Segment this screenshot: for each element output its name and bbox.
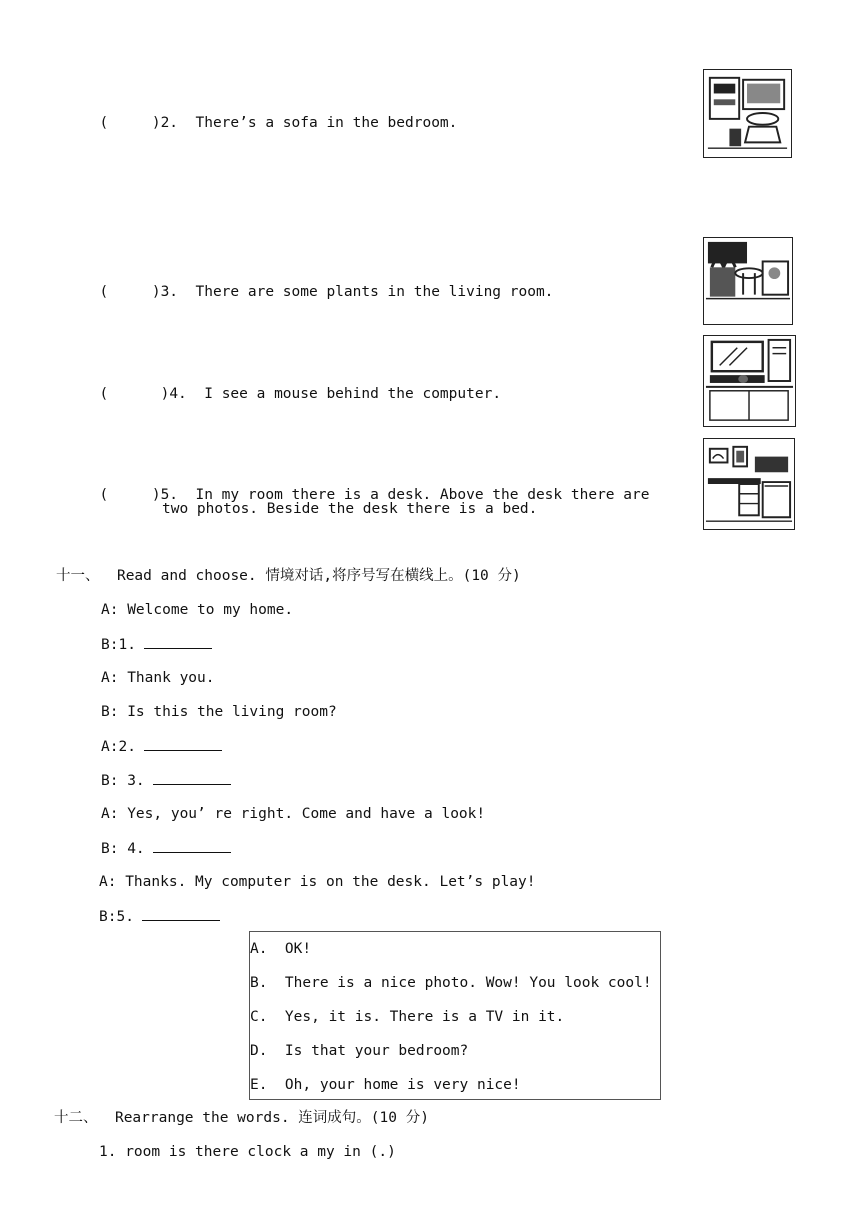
question-3 (82, 262, 553, 302)
dialogue-line-9: A: Thanks. My computer is on the desk. Let’s play! (99, 874, 536, 890)
question-text: 4. I see a mouse behind the computer. (169, 386, 502, 402)
living-room-picture (703, 237, 793, 325)
options-box (249, 931, 661, 1100)
dialogue-line-1: A: Welcome to my home. (101, 602, 294, 618)
desk-room-picture (703, 438, 795, 530)
section-11-heading: 十一、 Read and choose. 情境对话,将序号写在横线上。(10 分) (56, 568, 521, 584)
question-5-continuation: two photos. Beside the desk there is a bed. (162, 501, 538, 517)
computer-icon (704, 336, 795, 426)
question-2 (82, 93, 457, 133)
dialogue-line-2: B:1. (101, 634, 212, 655)
dialogue-line-8: B: 4. (101, 838, 231, 859)
option-b: B. There is a nice photo. Wow! You look cool! (250, 975, 652, 991)
bedroom-icon (704, 70, 791, 157)
answer-blank-4[interactable] (153, 838, 231, 853)
dialogue-line-6: B: 3. (101, 770, 231, 791)
question-text: 3. There are some plants in the living room. (160, 284, 554, 300)
answer-bracket[interactable]: ( ) (99, 284, 161, 300)
answer-blank-1[interactable] (144, 634, 212, 649)
rearrange-item-1: 1. room is there clock a my in (.) (99, 1144, 396, 1160)
answer-bracket[interactable]: ( ) (99, 487, 161, 503)
option-d: D. Is that your bedroom? (250, 1043, 469, 1059)
question-text: 2. There’s a sofa in the bedroom. (160, 115, 458, 131)
dialogue-line-10: B:5. (99, 906, 220, 927)
question-text: 5. In my room there is a desk. Above the desk there are (160, 487, 650, 503)
bedroom-picture (703, 69, 792, 158)
answer-blank-3[interactable] (153, 770, 231, 785)
option-c: C. Yes, it is. There is a TV in it. (250, 1009, 565, 1025)
dialogue-line-5: A:2. (101, 736, 222, 757)
answer-blank-5[interactable] (142, 906, 220, 921)
living-room-icon (704, 238, 792, 324)
dialogue-line-3: A: Thank you. (101, 670, 215, 686)
question-4 (82, 364, 501, 404)
section-12-heading: 十二、 Rearrange the words. 连词成句。(10 分) (54, 1110, 429, 1126)
dialogue-line-4: B: Is this the living room? (101, 704, 337, 720)
dialogue-line-7: A: Yes, you’ re right. Come and have a look! (101, 806, 486, 822)
answer-bracket[interactable]: ( ) (99, 386, 170, 402)
option-e: E. Oh, your home is very nice! (250, 1077, 521, 1093)
option-a: A. OK! (250, 941, 312, 957)
computer-picture (703, 335, 796, 427)
answer-bracket[interactable]: ( ) (99, 115, 161, 131)
answer-blank-2[interactable] (144, 736, 222, 751)
desk-room-icon (704, 439, 794, 529)
